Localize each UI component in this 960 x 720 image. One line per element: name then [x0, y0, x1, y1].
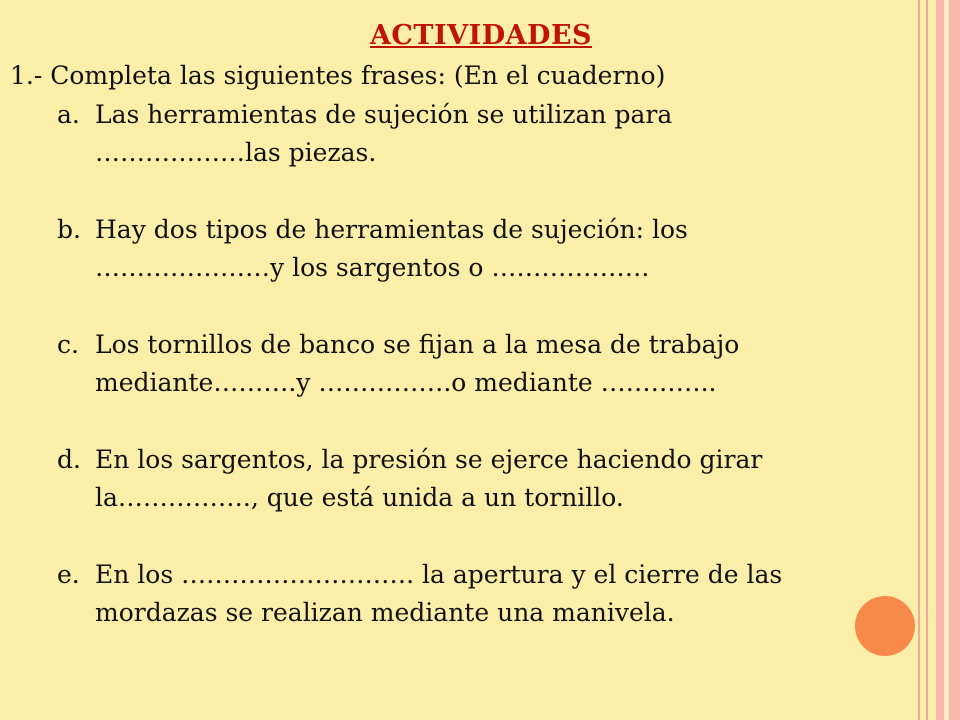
item-line: mediante……….y …………….o mediante …………..: [95, 368, 717, 397]
item-letter: e.: [57, 560, 80, 589]
item-letter: b.: [57, 215, 81, 244]
list-item-c: [57, 326, 740, 402]
item-line: la……………., que está unida a un tornillo.: [95, 483, 624, 512]
item-line: ………………las piezas.: [95, 138, 377, 167]
item-letter: c.: [57, 330, 79, 359]
item-line: Hay dos tipos de herramientas de sujeción: los: [95, 215, 688, 244]
slide-title: ACTIVIDADES: [369, 20, 593, 51]
instruction-text: 1.- Completa las siguientes frases: (En el cuaderno): [10, 61, 666, 90]
list-item-e: [57, 556, 783, 632]
item-line: mordazas se realizan mediante una manivela.: [95, 598, 675, 627]
item-line: En los sargentos, la presión se ejerce haciendo girar: [95, 445, 763, 474]
item-letter: d.: [57, 445, 81, 474]
border-line: [926, 0, 928, 720]
item-letter: a.: [57, 100, 80, 129]
list-item-b: [57, 211, 688, 287]
border-line: [918, 0, 920, 720]
right-border-band-inner: [944, 0, 949, 720]
decorative-circle: [855, 596, 915, 656]
list-item-d: [57, 441, 763, 517]
item-line: En los ………………………. la apertura y el cierre de las: [95, 560, 783, 589]
list-item-a: [57, 96, 673, 172]
item-line: Los tornillos de banco se fijan a la mesa de trabajo: [95, 330, 740, 359]
item-line: Las herramientas de sujeción se utilizan para: [95, 100, 673, 129]
item-line: …………………y los sargentos o ……………….: [95, 253, 650, 282]
